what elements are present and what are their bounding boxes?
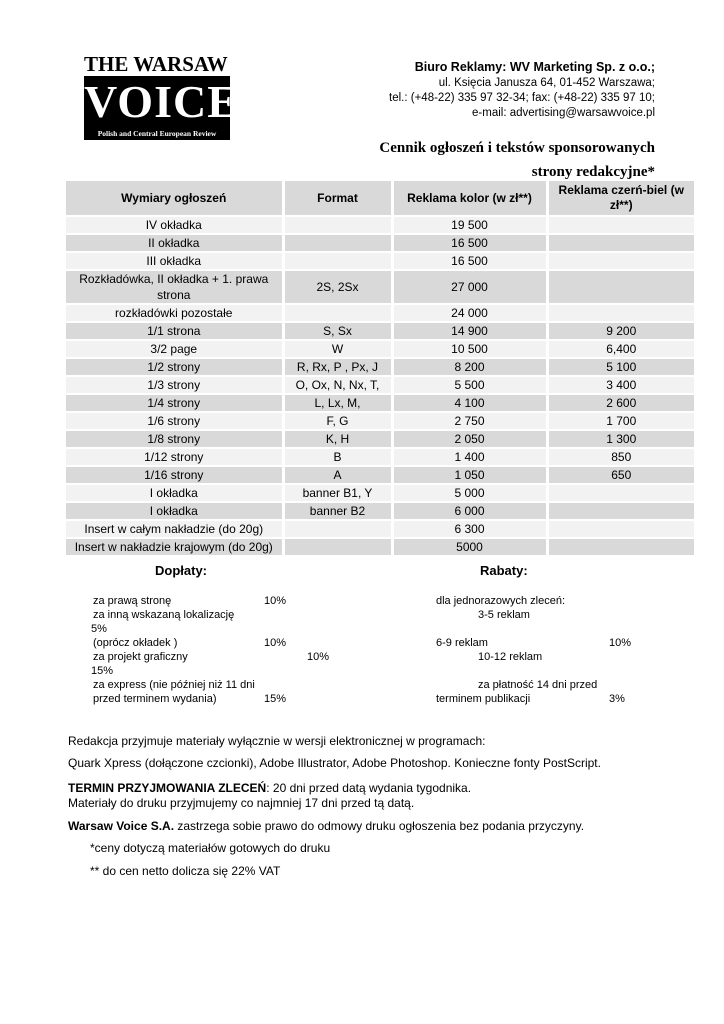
logo-line2: VOICE (84, 76, 239, 127)
cell-bw-price: 1 300 (547, 430, 694, 448)
rabat-value: 10% (609, 637, 632, 649)
table-row (66, 484, 694, 502)
note-programs: Quark Xpress (dołączone czcionki), Adobe Illustrator, Adobe Photoshop. Konieczne fonty PostScript. (68, 756, 601, 770)
cell-bw-price (547, 538, 694, 556)
doplata-label: (oprócz okładek ) (93, 637, 178, 649)
office-address: ul. Księcia Janusza 64, 01-452 Warszawa; (438, 77, 655, 89)
cell-format: S, Sx (283, 322, 392, 340)
cell-format (283, 252, 392, 270)
rabat-label: 10-12 reklam (478, 651, 543, 663)
cell-bw-price (547, 270, 694, 304)
table-row (66, 234, 694, 252)
cell-format: O, Ox, N, Nx, T, (283, 376, 392, 394)
cell-dimensions: 3/2 page (66, 340, 283, 358)
rabat-intro: dla jednorazowych zleceń: (436, 595, 566, 607)
cell-bw-price (547, 502, 694, 520)
cell-color-price: 1 400 (392, 448, 547, 466)
cell-dimensions: 1/8 strony (66, 430, 283, 448)
cell-color-price: 5 000 (392, 484, 547, 502)
table-row (66, 394, 694, 412)
cell-format: banner B1, Y (283, 484, 392, 502)
doplata-value: 10% (307, 651, 330, 663)
office-email: e-mail: advertising@warsawvoice.pl (472, 107, 655, 119)
rabat-value: 3% (609, 693, 625, 705)
cell-dimensions: 1/2 strony (66, 358, 283, 376)
cell-format (283, 234, 392, 252)
cell-dimensions: 1/12 strony (66, 448, 283, 466)
cell-color-price: 24 000 (392, 304, 547, 322)
cell-bw-price: 2 600 (547, 394, 694, 412)
cell-dimensions: 1/1 strona (66, 322, 283, 340)
cell-color-price: 6 000 (392, 502, 547, 520)
header-dimensions: Wymiary ogłoszeń (66, 181, 283, 216)
table-row (66, 520, 694, 538)
cell-format: K, H (283, 430, 392, 448)
cell-color-price: 2 050 (392, 430, 547, 448)
cell-dimensions: II okładka (66, 234, 283, 252)
cell-color-price: 27 000 (392, 270, 547, 304)
cell-bw-price (547, 304, 694, 322)
cell-bw-price: 650 (547, 466, 694, 484)
cell-dimensions: 1/16 strony (66, 466, 283, 484)
table-row (66, 340, 694, 358)
cell-dimensions: III okładka (66, 252, 283, 270)
cell-dimensions: 1/4 strony (66, 394, 283, 412)
table-row (66, 270, 694, 304)
footnote-prices: *ceny dotyczą materiałów gotowych do druku (90, 841, 331, 855)
cell-format: 2S, 2Sx (283, 270, 392, 304)
table-row (66, 412, 694, 430)
cell-color-price: 2 750 (392, 412, 547, 430)
doplata-label: za inną wskazaną lokalizację (93, 609, 235, 621)
cell-format (283, 304, 392, 322)
price-table (66, 181, 694, 557)
deadline-text: : 20 dni przed datą wydania tygodnika. (266, 781, 472, 795)
note-rights (68, 818, 584, 834)
table-row (66, 466, 694, 484)
cell-color-price: 5 500 (392, 376, 547, 394)
cell-format: W (283, 340, 392, 358)
rabaty-heading: Rabaty: (480, 563, 528, 578)
table-row (66, 358, 694, 376)
cell-color-price: 6 300 (392, 520, 547, 538)
cell-dimensions: Insert w całym nakładzie (do 20g) (66, 520, 283, 538)
cell-format: A (283, 466, 392, 484)
doplata-label: za prawą stronę (93, 595, 172, 607)
cell-bw-price (547, 520, 694, 538)
table-row (66, 322, 694, 340)
table-row (66, 376, 694, 394)
cell-color-price: 16 500 (392, 252, 547, 270)
office-phones: tel.: (+48-22) 335 97 32-34; fax: (+48-22) 335 97 10; (389, 92, 655, 104)
cell-dimensions: Rozkładówka, II okładka + 1. prawa strona (66, 270, 283, 304)
cell-format: R, Rx, P , Px, J (283, 358, 392, 376)
price-list-title: Cennik ogłoszeń i tekstów sponsorowanych (379, 140, 655, 156)
doplata-label: przed terminem wydania) (93, 693, 217, 705)
warsaw-voice-logo (84, 52, 239, 140)
cell-dimensions: IV okładka (66, 216, 283, 234)
cell-format (283, 520, 392, 538)
cell-bw-price (547, 252, 694, 270)
cell-dimensions: 1/6 strony (66, 412, 283, 430)
cell-dimensions: I okładka (66, 484, 283, 502)
cell-format: banner B2 (283, 502, 392, 520)
cell-color-price: 14 900 (392, 322, 547, 340)
cell-bw-price (547, 484, 694, 502)
doplata-label: 15% (91, 665, 114, 677)
cell-bw-price: 5 100 (547, 358, 694, 376)
cell-color-price: 16 500 (392, 234, 547, 252)
cell-format (283, 216, 392, 234)
doplata-label: za projekt graficzny (93, 651, 188, 663)
cell-color-price: 19 500 (392, 216, 547, 234)
cell-bw-price: 1 700 (547, 412, 694, 430)
cell-bw-price: 6,400 (547, 340, 694, 358)
table-header-row (66, 181, 694, 216)
rabat-label: 3-5 reklam (478, 609, 530, 621)
table-row (66, 538, 694, 556)
doplata-value: 15% (264, 693, 287, 705)
table-row (66, 502, 694, 520)
cell-format: L, Lx, M, (283, 394, 392, 412)
note-formats: Redakcja przyjmuje materiały wyłącznie w wersji elektronicznej w programach: (68, 734, 486, 748)
table-row (66, 304, 694, 322)
cell-bw-price (547, 234, 694, 252)
note-deadline (68, 780, 471, 796)
rabat-label: 6-9 reklam (436, 637, 488, 649)
header-bw-price: Reklama czerń-biel (w zł**) (547, 181, 694, 216)
table-row (66, 448, 694, 466)
cell-color-price: 4 100 (392, 394, 547, 412)
rabat-label: terminem publikacji (436, 693, 531, 705)
doplata-value: 10% (264, 595, 287, 607)
cell-color-price: 8 200 (392, 358, 547, 376)
price-list-subtitle: strony redakcyjne* (531, 164, 655, 180)
cell-dimensions: Insert w nakładzie krajowym (do 20g) (66, 538, 283, 556)
footnote-vat: ** do cen netto dolicza się 22% VAT (90, 864, 281, 878)
doplata-value: 5% (91, 623, 107, 635)
logo-tagline: Polish and Central European Review (97, 129, 217, 138)
contact-block (389, 58, 655, 121)
header-format: Format (283, 181, 392, 216)
office-name: Biuro Reklamy: WV Marketing Sp. z o.o.; (414, 60, 655, 74)
deadline-label: TERMIN PRZYJMOWANIA ZLECEŃ (68, 781, 267, 795)
cell-bw-price: 850 (547, 448, 694, 466)
logo-box (84, 76, 239, 140)
logo-line1: THE WARSAW (84, 52, 228, 76)
rabat-label: za płatność 14 dni przed (478, 679, 598, 691)
table-row (66, 252, 694, 270)
cell-color-price: 10 500 (392, 340, 547, 358)
cell-dimensions: rozkładówki pozostałe (66, 304, 283, 322)
cell-format: F, G (283, 412, 392, 430)
table-row (66, 216, 694, 234)
cell-format (283, 538, 392, 556)
note-materials: Materiały do druku przyjmujemy co najmniej 17 dni przed tą datą. (68, 796, 415, 810)
cell-bw-price (547, 216, 694, 234)
cell-bw-price: 3 400 (547, 376, 694, 394)
header-color-price: Reklama kolor (w zł**) (392, 181, 547, 216)
cell-format: B (283, 448, 392, 466)
cell-dimensions: I okładka (66, 502, 283, 520)
cell-dimensions: 1/3 strony (66, 376, 283, 394)
cell-color-price: 5000 (392, 538, 547, 556)
company-name: Warsaw Voice S.A. (68, 819, 175, 833)
doplata-value: 10% (264, 637, 287, 649)
doplata-label: za express (nie później niż 11 dni (93, 679, 255, 691)
rights-text: zastrzega sobie prawo do odmowy druku ogłoszenia bez podania przyczyny. (174, 819, 585, 833)
table-row (66, 430, 694, 448)
cell-bw-price: 9 200 (547, 322, 694, 340)
doplaty-heading: Dopłaty: (155, 563, 207, 578)
cell-color-price: 1 050 (392, 466, 547, 484)
